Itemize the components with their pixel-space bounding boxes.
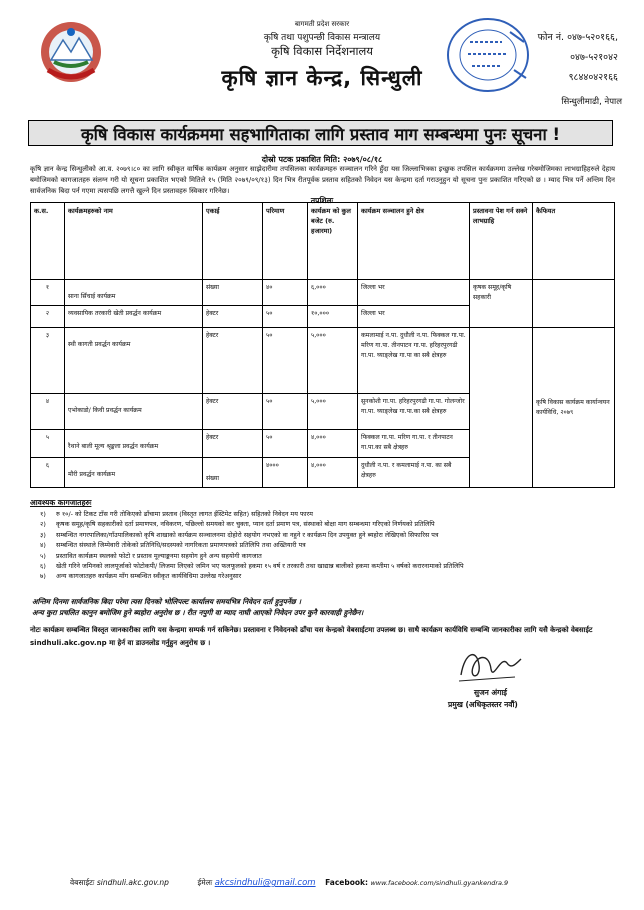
signature-icon <box>455 645 525 685</box>
website-label: वेबसाईटः <box>70 878 95 887</box>
item-text: खेती गरिने जमिनको लालपूर्जाको फोटोकपी/ लिजमा लिएको जमिन भए फलफूलको हकमा १५ वर्ष र तरकारी तथा खाद्यान्न बालीको हकमा कम्तीमा ५ वर्षको करारनामाको प्रतिलिपि <box>56 562 464 571</box>
cell-sn: १ <box>31 280 65 306</box>
header-program-name: कार्यक्रमहरुको नाम <box>65 203 203 280</box>
cell-unit: संख्या <box>203 458 263 488</box>
notice-title: कृषि विकास कार्यक्रममा सहभागिताका लागि प्रस्ताव माग सम्बन्धमा पुनः सूचना ! <box>80 124 560 144</box>
cell-sn: २ <box>31 306 65 328</box>
cell-program-name: स्थी कागती प्रवर्द्धन कार्यक्रम <box>65 328 203 394</box>
cell-sn: ६ <box>31 458 65 488</box>
notice-title-bar <box>28 120 613 146</box>
item-text: रु १०/- को टिकट टाँस गरी तोकिएको ढाँचामा प्रस्ताव (विस्तृत लागत ईस्टिमेट सहित) सहितको निवेदन मय फारम <box>56 510 313 518</box>
item-number: ३) <box>40 530 46 539</box>
cell-program-name: एभोकाडो/ किवी प्रवर्द्धन कार्यक्रम <box>65 394 203 430</box>
deadline-notice: अन्तिम दिनमा सार्वजनिक बिदा परेमा त्यस दिनको भोलिपल्ट कार्यालय समयभित्र निवेदन दर्ता हुनुपर्नेछ । <box>32 597 301 606</box>
signatory-name: सुजन अंगाई <box>474 688 507 697</box>
item-text: अन्य कागजातहरु कार्यक्रम माँग सम्बन्धित स्वीकृत कार्यविधिमा उल्लेख गरेअनुसार <box>56 572 242 581</box>
item-text: सम्बन्धित संस्थाले जिम्मेवारी तोकेको प्रतिनिधि/सदस्यको नागरिकता प्रमाणपत्रको प्रतिलिपि तथा अख्तियारी पत्र <box>56 541 306 550</box>
list-item <box>40 519 615 529</box>
header-budget: कार्यक्रम को कुल बजेट (रु. हजारमा) <box>308 203 358 280</box>
website-note: नोटः कार्यक्रम सम्बन्धित विस्तृत जानकारीका लागि यस केन्द्रमा सम्पर्क गर्न सकिनेछ। प्रस्तावना र निवेदनको ढाँचा यस केन्द्रको वेबसाईटमा उपलब्ध छ। साथै कार्यक्रम कार्यविधि सम्बन्धि जानकारीका लागि यसै केन्द्रको वेबसाईट sindhuli.akc.gov.np मा हेर्न वा डाउनलोड गर्नुहुन अनुरोध छ । <box>30 626 593 647</box>
department-name: कृषि विकास निर्देशनालय <box>271 44 373 58</box>
cell-beneficiary: कृषक समूह/कृषि सहकारी <box>470 280 533 328</box>
cell-area: फिक्कल गा.पा. मरिण गा.पा. र तीनपाटन गा.पा.का सबै क्षेत्रहरु <box>358 430 470 458</box>
cell-program-name: रैथाने बाली मूल्य श्रृङ्खला प्रवर्द्धन कार्यक्रम <box>65 430 203 458</box>
cell-program-name: मौरी प्रवर्द्धन कार्यक्रम <box>65 458 203 488</box>
cell-program-name: साना सिँचाई कार्यक्रम <box>65 280 203 306</box>
footer <box>70 878 630 888</box>
list-item <box>40 551 615 561</box>
cell-budget: ५,००० <box>308 328 358 394</box>
phone-numbers <box>538 28 618 88</box>
table-row <box>31 328 615 394</box>
office-location: सिन्धुलीमाढी, नेपाल <box>561 97 622 107</box>
intro-paragraph: कृषि ज्ञान केन्द्र सिन्धुलीको आ.व. २०७९।८० का लागि स्वीकृत वार्षिक कार्यक्रम अनुसार साझेदारीमा तपसिलका कार्यक्रमहरु सञ्चालन गरिने हुँदा यस जिल्लाभित्रका इच्छुक तपसिल कार्यक्रममा उल्लेख गरेबमोजिमका लाभग्राहिहरुले देहाय बमोजिमको कागजातहरु संलग्न गरी यो सूचना प्रकाशित भएको मितिले १५ (मिति २०७९/०९/१३) दिन भित्र रीतपूर्वक प्रस्ताव सहितको निवेदन यस केन्द्रमा दर्ता गराउनुहुन यो सूचना पुनः प्रकाशित गरिएको छ । म्याद भित्र पर्ने अन्तिम दिन सार्वजनिक बिदा पर्न गएमा त्यसपछि लगत्तै खुल्ने दिन प्रस्तावहरु स्विकार गरिनेछ। <box>30 165 615 195</box>
facebook-label: Facebook: <box>325 878 369 887</box>
cell-unit: हेक्टर <box>203 430 263 458</box>
cell-budget: ४,००० <box>308 458 358 488</box>
cell-remarks-blank <box>533 280 615 328</box>
item-number: ७) <box>40 572 46 581</box>
cell-area: सुनकोशी गा.पा. हरिहरपुरगढी गा.पा. गोलन्जोर गा.पा. घ्याङ्लेख गा.पा.का सबै क्षेत्रहरु <box>358 394 470 430</box>
item-text: प्रस्तावित कार्यक्रम स्थलको फोटो र प्रस्ताव मूल्याङ्कनमा सहयोग हुने अन्य सहयोगी कागजात <box>56 551 262 560</box>
cell-beneficiary-blank <box>470 328 533 488</box>
list-item <box>40 571 615 581</box>
office-stamp-icon <box>440 12 536 98</box>
header-sn: क.स. <box>31 203 65 280</box>
publication-date: दोस्रो पटक प्रकाशित मिति: २०७९/०८/१८ <box>261 155 383 164</box>
cell-quantity: ५० <box>263 394 308 430</box>
cell-unit: हेक्टर <box>203 328 263 394</box>
header-area: कार्यक्रम सञ्चालन हुने क्षेत्र <box>358 203 470 280</box>
list-item <box>40 540 615 550</box>
list-item <box>40 509 615 519</box>
cell-program-name: व्यवसायिक तरकारी खेती प्रवर्द्धन कार्यक्रम <box>65 306 203 328</box>
requirements-title: आवश्यक कागजातहरुः <box>30 498 92 507</box>
email-label: ईमेलः <box>197 878 213 887</box>
cell-budget: ४,००० <box>308 430 358 458</box>
table-header-row <box>31 203 615 280</box>
table-row <box>31 280 615 306</box>
item-text: कृषक समूह/कृषि सहकारीको दर्ता प्रमाणपत्र, नविकरण, पछिल्लो समयको कर चुक्ता, प्यान दर्ता प्रमाण पत्र, संस्थाको बोक्षा माग सम्बन्धमा गरिएको निर्णयको प्रतिलिपि <box>56 520 435 529</box>
email-link[interactable]: akcsindhuli@gmail.com <box>214 878 316 888</box>
cell-unit: संख्या <box>203 280 263 306</box>
office-name: कृषि ज्ञान केन्द्र, सिन्धुली <box>221 66 423 90</box>
header-quantity: परिमाण <box>263 203 308 280</box>
phone-1: ०४७-५२०१६६, <box>567 32 618 43</box>
requirements-list <box>40 509 615 582</box>
cell-sn: ५ <box>31 430 65 458</box>
cell-quantity: ४० <box>263 280 308 306</box>
phone-label: फोन नं. <box>537 32 565 43</box>
cell-budget: १०,००० <box>308 306 358 328</box>
header-beneficiary: प्रस्तावना पेश गर्न सक्ने लाभग्राहि <box>470 203 533 280</box>
item-number: ६) <box>40 562 46 571</box>
header-remarks: कैफियत <box>533 203 615 280</box>
phone-3: ९८४४०४२१६६ <box>568 72 618 83</box>
cell-sn: ४ <box>31 394 65 430</box>
ministry-name: कृषि तथा पशुपन्छी विकास मन्त्रालय <box>263 33 381 43</box>
cell-remarks: कृषि विकास कार्यक्रम कार्यान्वयन कार्यविधि, २०७९ <box>533 328 615 488</box>
cell-unit: हेक्टर <box>203 306 263 328</box>
cell-unit: हेक्टर <box>203 394 263 430</box>
table-caption: तपशिलः <box>310 196 334 205</box>
list-item <box>40 561 615 571</box>
program-table <box>30 202 615 488</box>
legal-notice: अन्य कुरा प्रचलित कानुन बमोजिम हुने ब्यहोरा अनुरोध छ । रीत नपुगी वा म्याद नाघी आएको निवेदन उपर कुनै कारवाही हुनेछैन। <box>32 608 364 617</box>
cell-sn: ३ <box>31 328 65 394</box>
cell-area: जिल्ला भर <box>358 280 470 306</box>
item-number: १) <box>40 510 46 518</box>
cell-area: जिल्ला भर <box>358 306 470 328</box>
item-number: २) <box>40 520 46 529</box>
cell-area: दुधौली न.पा. र कमलामाई न.पा. का सबै क्षेत्रहरु <box>358 458 470 488</box>
cell-budget: ५,००० <box>308 394 358 430</box>
item-number: ५) <box>40 551 46 560</box>
cell-quantity: ५० <box>263 430 308 458</box>
phone-2: ०४७-५२१०४२ <box>570 52 618 63</box>
government-name: बागमती प्रदेश सरकार <box>294 20 350 28</box>
item-number: ४) <box>40 541 46 550</box>
signatory-title: प्रमुख (अधिकृतस्तर नवौं) <box>448 700 518 709</box>
item-text: सम्बन्धित नगरपालिका/गाँउपालिकाको कृषि शाखाको कार्यक्रम सञ्चालनमा दोहोरो सहयोग नभएको वा नहुने र कार्यक्रम दिन उपयुक्त हुने ब्यहोरा लेखिएको सिफारिस पत्र <box>56 530 439 539</box>
cell-area: कमलामाई न.पा. दुधौली न.पा. फिक्कल गा.पा. मरिण गा.पा. तीनपाटन गा.पा. हरिहरपुरगढी गा.पा. घ्याङ्लेख गा.पा का सबै क्षेत्रहरु <box>358 328 470 394</box>
cell-quantity: ५० <box>263 328 308 394</box>
list-item <box>40 530 615 540</box>
header-unit: एकाई <box>203 203 263 280</box>
facebook-link[interactable]: www.facebook.com/sindhuli.gyankendra.9 <box>370 879 509 887</box>
cell-budget: ६,००० <box>308 280 358 306</box>
cell-quantity: ४००० <box>263 458 308 488</box>
cell-quantity: ५० <box>263 306 308 328</box>
website-link[interactable]: sindhuli.akc.gov.np <box>96 878 169 887</box>
